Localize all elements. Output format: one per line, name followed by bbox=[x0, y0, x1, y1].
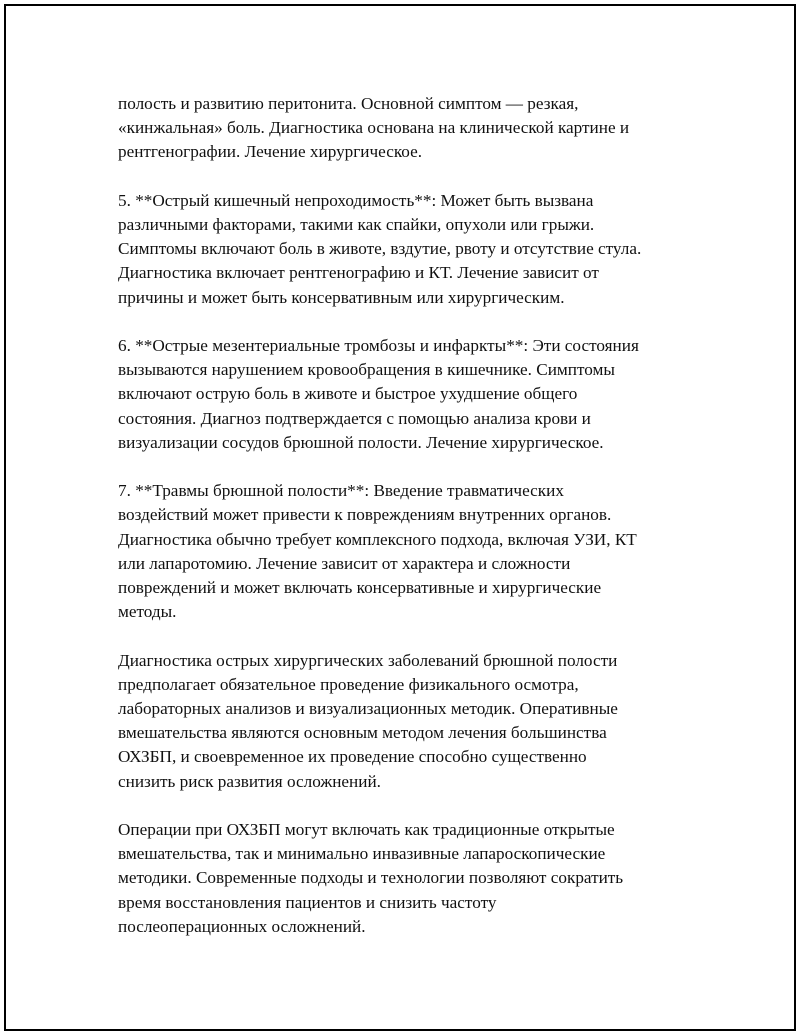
text-line: Диагностика острых хирургических заболеваний брюшной полости bbox=[118, 650, 618, 670]
text-line: вызываются нарушением кровообращения в кишечнике. Симптомы bbox=[118, 360, 615, 380]
text-line: полость и развитию перитонита. Основной симптом — резкая, bbox=[118, 94, 579, 113]
text-line: ОХЗБП, и своевременное их проведение способно существенно bbox=[118, 747, 587, 767]
text-line: рентгенографии. Лечение хирургическое. bbox=[118, 142, 423, 162]
text-line: причины и может быть консервативным или хирургическим. bbox=[118, 287, 565, 307]
text-line: воздействий может привести к повреждениям внутренних органов. bbox=[118, 505, 612, 525]
text-line: повреждений и может включать консервативные и хирургические bbox=[118, 578, 602, 598]
text-line: 6. **Острые мезентериальные тромбозы и инфаркты**: Эти состояния bbox=[118, 336, 639, 355]
text-line: различными факторами, такими как спайки, опухоли или грыжи. bbox=[118, 215, 595, 234]
text-line: вмешательства являются основным методом лечения большинства bbox=[118, 723, 607, 743]
text-line: визуализации сосудов брюшной полости. Лечение хирургическое. bbox=[118, 432, 604, 452]
text-line: Симптомы включают боль в животе, вздутие, рвоту и отсутствие стула. bbox=[118, 239, 642, 259]
paragraph-intestinal-obstruction bbox=[118, 189, 708, 310]
document-body bbox=[118, 92, 708, 963]
text-line: послеоперационных осложнений. bbox=[118, 916, 366, 936]
text-line: время восстановления пациентов и снизить частоту bbox=[118, 892, 497, 912]
text-line: методы. bbox=[118, 602, 177, 622]
paragraph-perforation-continued bbox=[118, 92, 708, 165]
paragraph-diagnostics bbox=[118, 649, 708, 794]
text-line: снизить риск развития осложнений. bbox=[118, 771, 381, 791]
text-line: методики. Современные подходы и технологии позволяют сократить bbox=[118, 868, 624, 888]
text-line: «кинжальная» боль. Диагностика основана на клинической картине и bbox=[118, 118, 630, 138]
text-line: 5. **Острый кишечный непроходимость**: Может быть вызвана bbox=[118, 190, 594, 210]
text-line: Диагностика обычно требует комплексного подхода, включая УЗИ, КТ bbox=[118, 529, 637, 549]
text-line: лабораторных анализов и визуализационных методик. Оперативные bbox=[118, 699, 618, 719]
text-line: предполагает обязательное проведение физикального осмотра, bbox=[118, 674, 579, 694]
text-line: Диагностика включает рентгенографию и КТ. Лечение зависит от bbox=[118, 263, 599, 283]
text-line: Операции при ОХЗБП могут включать как традиционные открытые bbox=[118, 820, 615, 840]
text-line: вмешательства, так и минимально инвазивные лапароскопические bbox=[118, 844, 606, 864]
text-line: состояния. Диагноз подтверждается с помощью анализа крови и bbox=[118, 408, 591, 428]
text-line: включают острую боль в животе и быстрое ухудшение общего bbox=[118, 384, 578, 404]
paragraph-operations bbox=[118, 818, 708, 939]
paragraph-mesenteric-thrombosis bbox=[118, 334, 708, 455]
text-line: или лапаротомию. Лечение зависит от характера и сложности bbox=[118, 553, 571, 573]
text-line: 7. **Травмы брюшной полости**: Введение травматических bbox=[118, 481, 564, 501]
paragraph-abdominal-trauma bbox=[118, 479, 708, 624]
